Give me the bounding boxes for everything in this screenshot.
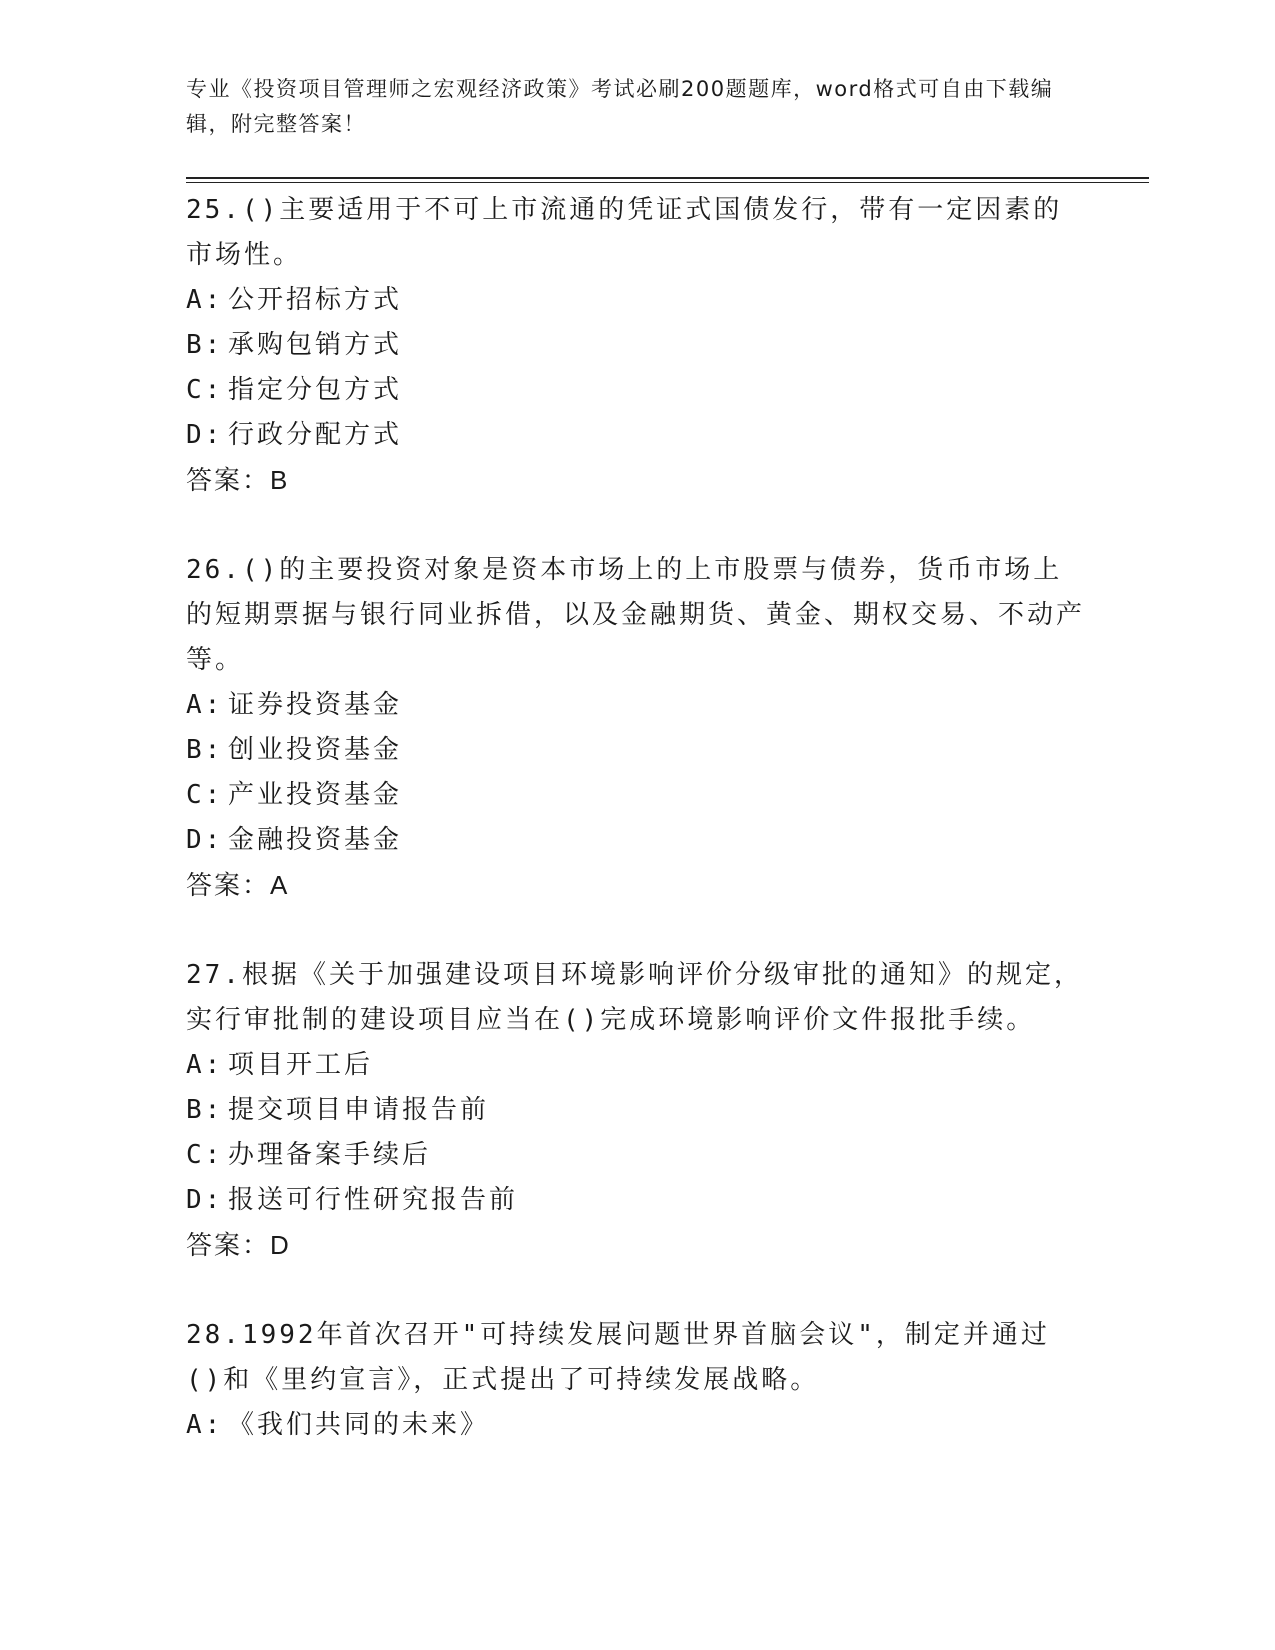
option-c — [186, 773, 1086, 818]
option-d — [186, 1178, 1086, 1223]
option-text: 提交项目申请报告前 — [228, 1095, 490, 1125]
header-rule-thin — [186, 182, 1149, 183]
option-letter: D: — [186, 1185, 224, 1215]
option-text: 指定分包方式 — [228, 375, 403, 405]
option-b — [186, 323, 1086, 368]
question-stem: 25.()主要适用于不可上市流通的凭证式国债发行，带有一定因素的市场性。 — [186, 195, 1063, 270]
option-text: 公开招标方式 — [228, 285, 403, 315]
header-rule-thick — [186, 177, 1149, 179]
option-c — [186, 368, 1086, 413]
question-stem: 26.()的主要投资对象是资本市场上的上市股票与债券，货币市场上的短期票据与银行同业拆借，以及金融期货、黄金、期权交易、不动产等。 — [186, 555, 1086, 675]
option-text: 创业投资基金 — [228, 735, 403, 765]
option-letter: B: — [186, 1095, 224, 1125]
option-b — [186, 1088, 1086, 1133]
option-text: 《我们共同的未来》 — [228, 1410, 490, 1440]
answer: 答案：D — [186, 1230, 291, 1260]
option-letter: B: — [186, 735, 224, 765]
question-25 — [186, 188, 1086, 503]
option-letter: A: — [186, 1410, 224, 1440]
option-a — [186, 683, 1086, 728]
option-a — [186, 1043, 1086, 1088]
option-letter: D: — [186, 825, 224, 855]
question-27 — [186, 953, 1086, 1268]
option-text: 行政分配方式 — [228, 420, 403, 450]
option-letter: D: — [186, 420, 224, 450]
option-letter: C: — [186, 375, 224, 405]
option-text: 证券投资基金 — [228, 690, 403, 720]
option-letter: A: — [186, 1050, 224, 1080]
option-text: 报送可行性研究报告前 — [228, 1185, 519, 1215]
option-letter: A: — [186, 690, 224, 720]
question-stem: 28.1992年首次召开"可持续发展问题世界首脑会议"，制定并通过()和《里约宣言》，正式提出了可持续发展战略。 — [186, 1320, 1050, 1395]
option-text: 办理备案手续后 — [228, 1140, 432, 1170]
question-stem: 27.根据《关于加强建设项目环境影响评价分级审批的通知》的规定，实行审批制的建设项目应当在()完成环境影响评价文件报批手续。 — [186, 960, 1083, 1035]
question-28 — [186, 1313, 1086, 1448]
option-text: 金融投资基金 — [228, 825, 403, 855]
option-a — [186, 278, 1086, 323]
option-a — [186, 1403, 1086, 1448]
option-b — [186, 728, 1086, 773]
option-letter: B: — [186, 330, 224, 360]
document-header: 专业《投资项目管理师之宏观经济政策》考试必刷200题题库，word格式可自由下载编辑，附完整答案！ — [186, 77, 1054, 136]
option-text: 承购包销方式 — [228, 330, 403, 360]
question-26 — [186, 548, 1086, 908]
answer: 答案：A — [186, 870, 290, 900]
option-text: 项目开工后 — [228, 1050, 374, 1080]
option-letter: C: — [186, 1140, 224, 1170]
option-d — [186, 818, 1086, 863]
answer: 答案：B — [186, 465, 290, 495]
option-d — [186, 413, 1086, 458]
option-letter: C: — [186, 780, 224, 810]
option-letter: A: — [186, 285, 224, 315]
option-text: 产业投资基金 — [228, 780, 403, 810]
option-c — [186, 1133, 1086, 1178]
question-list — [186, 188, 1086, 1493]
